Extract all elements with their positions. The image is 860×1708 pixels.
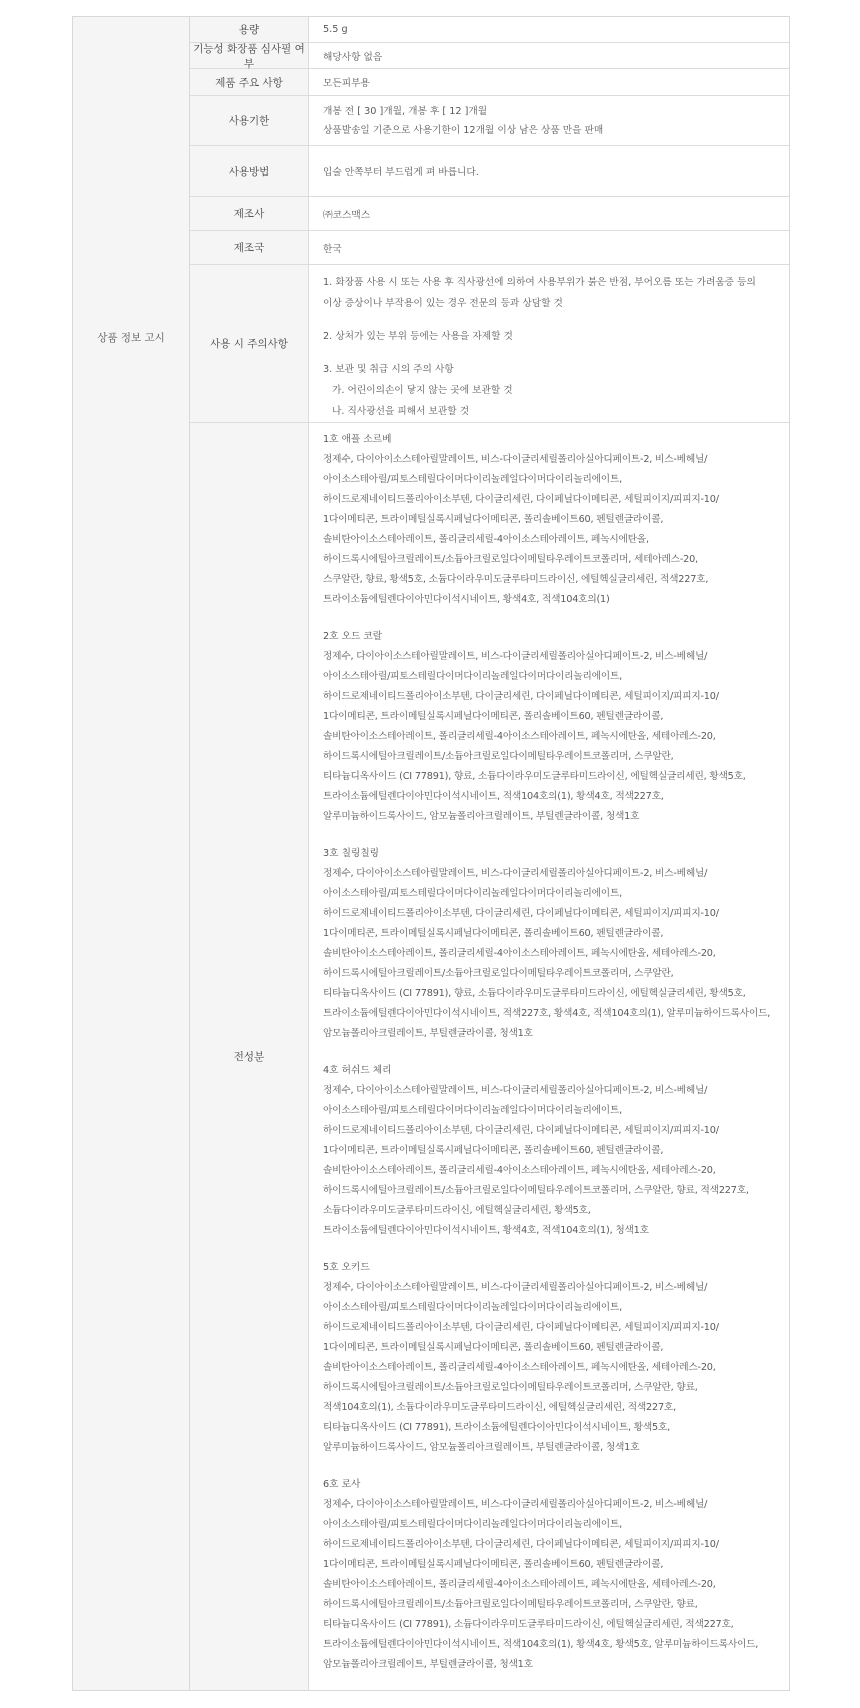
- ingredient-line: 아이소스테아릴/피토스테릴다이머다이리놀레일다이머다이리놀리에이트,: [323, 671, 623, 682]
- ingredient-line: 아이소스테아릴/피토스테릴다이머다이리놀레일다이머다이리놀리에이트,: [323, 1519, 623, 1530]
- expiry-line: 상품발송일 기준으로 사용기한이 12개월 이상 남은 상품 만을 판매: [323, 124, 604, 136]
- ingredient-line: 하이드록시에틸아크릴레이트/소듐아크릴로일다이메틸타우레이트코폴리머, 스쿠알란, 향료,: [323, 1382, 698, 1393]
- ingredient-line: 솔비탄아이소스테아레이트, 폴리글리세릴-4아이소스테아레이트, 페녹시에탄올, 세테아레스-20,: [323, 731, 716, 742]
- ingredient-shade-title: 6호 로사: [323, 1479, 361, 1490]
- expiry-line: 개봉 전 [ 30 ]개월, 개봉 후 [ 12 ]개월: [323, 105, 488, 117]
- ingredient-block: [323, 1258, 789, 1458]
- ingredient-line: 정제수, 다이아이소스테아릴말레이트, 비스-다이글리세릴폴리아실아디페이트-2, 비스-베헤닐/: [323, 454, 708, 465]
- ingredient-line: 트라이소듐에틸렌다이아민다이석시네이트, 적색104호의(1), 황색4호, 황색5호, 알루미늄하이드록사이드,: [323, 1639, 759, 1650]
- ingredient-line: 솔비탄아이소스테아레이트, 폴리글리세릴-4아이소스테아레이트, 페녹시에탄올, 세테아레스-20,: [323, 948, 716, 959]
- row-ingredients: [190, 423, 789, 1690]
- ingredient-line: 솔비탄아이소스테아레이트, 폴리글리세릴-4아이소스테아레이트, 페녹시에탄올,: [323, 534, 649, 545]
- ingredient-line: 트라이소듐에틸렌다이아민다이석시네이트, 적색227호, 황색4호, 적색104호의(1), 알루미늄하이드록사이드,: [323, 1008, 771, 1019]
- ingredient-line: 1다이메티콘, 트라이메틸실록시페닐다이메티콘, 폴리솔베이트60, 펜틸렌글라이콜,: [323, 1342, 664, 1353]
- ingredient-line: 1다이메티콘, 트라이메틸실록시페닐다이메티콘, 폴리솔베이트60, 펜틸렌글라이콜,: [323, 1145, 664, 1156]
- section-header-cell: [73, 17, 190, 1690]
- ingredient-line: 알루미늄하이드록사이드, 암모늄폴리아크릴레이트, 부틸렌글라이콜, 청색1호: [323, 811, 640, 822]
- ingredient-line: 솔비탄아이소스테아레이트, 폴리글리세릴-4아이소스테아레이트, 페녹시에탄올, 세테아레스-20,: [323, 1362, 716, 1373]
- row-functional: [190, 43, 789, 69]
- ingredient-shade-title: 4호 허쉬드 체리: [323, 1065, 392, 1076]
- row-label: 제조국: [190, 231, 309, 264]
- ingredient-shade-title: 3호 칠링칠링: [323, 848, 380, 859]
- functional-value: 해당사항 없음: [323, 51, 383, 63]
- ingredient-line: 티타늄디옥사이드 (CI 77891), 향료, 소듐다이라우미도글루타미드라이신, 에틸헥실글리세린, 황색5호,: [323, 771, 746, 782]
- ingredient-line: 하이드로제네이티드폴리아이소부텐, 다이글리세린, 다이페닐다이메티콘, 세틸피이지/피피지-10/: [323, 1322, 719, 1333]
- row-value: [309, 146, 789, 196]
- ingredient-shade-title: 1호 애플 소르베: [323, 434, 392, 445]
- row-value: [309, 43, 789, 68]
- row-label: 용량: [190, 17, 309, 42]
- ingredient-shade-title: 2호 오드 코랄: [323, 631, 383, 642]
- ingredient-line: 하이드록시에틸아크릴레이트/소듐아크릴로일다이메틸타우레이트코폴리머, 스쿠알란,: [323, 751, 674, 762]
- ingredient-block: [323, 1475, 789, 1675]
- ingredient-line: 하이드록시에틸아크릴레이트/소듐아크릴로일다이메틸타우레이트코폴리머, 스쿠알란,: [323, 968, 674, 979]
- row-value: [309, 231, 789, 264]
- ingredient-block: [323, 430, 789, 610]
- ingredient-line: 티타늄디옥사이드 (CI 77891), 향료, 소듐다이라우미도글루타미드라이신, 에틸헥실글리세린, 황색5호,: [323, 988, 746, 999]
- skin-type-value: 모든피부용: [323, 78, 370, 89]
- row-value: [309, 423, 789, 1690]
- ingredient-line: 하이드록시에틸아크릴레이트/소듐아크릴로일다이메틸타우레이트코폴리머, 스쿠알란, 향료, 적색227호,: [323, 1185, 749, 1196]
- caution-subline: 가. 어린이의손이 닿지 않는 곳에 보관할 것: [332, 385, 513, 396]
- ingredient-line: 트라이소듐에틸렌다이아민다이석시네이트, 적색104호의(1), 황색4호, 적색227호,: [323, 791, 664, 802]
- caution-line: 3. 보관 및 취급 시의 주의 사항: [323, 364, 454, 375]
- row-skin-type: [190, 69, 789, 96]
- ingredient-line: 스쿠알란, 향료, 황색5호, 소듐다이라우미도글루타미드라이신, 에틸헥실글리세린, 적색227호,: [323, 574, 709, 585]
- row-label: 전성분: [190, 423, 309, 1690]
- ingredient-line: 하이드로제네이티드폴리아이소부텐, 다이글리세린, 다이페닐다이메티콘, 세틸피이지/피피지-10/: [323, 1539, 719, 1550]
- caution-line: 2. 상처가 있는 부위 등에는 사용을 자제할 것: [323, 331, 513, 342]
- ingredient-line: 정제수, 다이아이소스테아릴말레이트, 비스-다이글리세릴폴리아실아디페이트-2, 비스-베헤닐/: [323, 651, 708, 662]
- ingredient-line: 티타늄디옥사이드 (CI 77891), 소듐다이라우미도글루타미드라이신, 에틸헥실글리세린, 적색227호,: [323, 1619, 734, 1630]
- row-label: 사용 시 주의사항: [190, 265, 309, 422]
- ingredient-block: [323, 844, 789, 1044]
- ingredient-line: 정제수, 다이아이소스테아릴말레이트, 비스-다이글리세릴폴리아실아디페이트-2, 비스-베헤닐/: [323, 1499, 708, 1510]
- ingredient-line: 1다이메티콘, 트라이메틸실록시페닐다이메티콘, 폴리솔베이트60, 펜틸렌글라이콜,: [323, 514, 664, 525]
- row-usage: [190, 146, 789, 197]
- caution-line: 이상 증상이나 부작용이 있는 경우 전문의 등과 상담할 것: [323, 298, 563, 309]
- ingredient-line: 하이드록시에틸아크릴레이트/소듐아크릴로일다이메틸타우레이트코폴리머, 스쿠알란, 향료,: [323, 1599, 698, 1610]
- ingredient-line: 하이드로제네이티드폴리아이소부텐, 다이글리세린, 다이페닐다이메티콘, 세틸피이지/피피지-10/: [323, 494, 719, 505]
- row-label: 제조사: [190, 197, 309, 230]
- ingredient-line: 아이소스테아릴/피토스테릴다이머다이리놀레일다이머다이리놀리에이트,: [323, 1105, 623, 1116]
- ingredient-line: 적색104호의(1), 소듐다이라우미도글루타미드라이신, 에틸헥실글리세린, 적색227호,: [323, 1402, 676, 1413]
- caution-subline: 나. 직사광선을 피해서 보관할 것: [332, 406, 470, 417]
- row-manufacturer: [190, 197, 789, 231]
- ingredient-line: 하이드로제네이티드폴리아이소부텐, 다이글리세린, 다이페닐다이메티콘, 세틸피이지/피피지-10/: [323, 691, 719, 702]
- ingredient-block: [323, 627, 789, 827]
- row-value: [309, 197, 789, 230]
- row-value: [309, 265, 789, 422]
- row-label: 제품 주요 사항: [190, 69, 309, 95]
- manufacturer-value: ㈜코스맥스: [323, 209, 371, 221]
- ingredient-line: 1다이메티콘, 트라이메틸실록시페닐다이메티콘, 폴리솔베이트60, 펜틸렌글라이콜,: [323, 928, 664, 939]
- usage-value: 입술 안쪽부터 부드럽게 펴 바릅니다.: [323, 167, 479, 178]
- ingredient-line: 하이드록시에틸아크릴레이트/소듐아크릴로일다이메틸타우레이트코폴리머, 세테아레스-20,: [323, 554, 698, 565]
- ingredient-line: 정제수, 다이아이소스테아릴말레이트, 비스-다이글리세릴폴리아실아디페이트-2, 비스-베헤닐/: [323, 1085, 708, 1096]
- ingredient-line: 정제수, 다이아이소스테아릴말레이트, 비스-다이글리세릴폴리아실아디페이트-2, 비스-베헤닐/: [323, 868, 708, 879]
- ingredient-line: 하이드로제네이티드폴리아이소부텐, 다이글리세린, 다이페닐다이메티콘, 세틸피이지/피피지-10/: [323, 908, 719, 919]
- row-caution: [190, 265, 789, 423]
- row-value: [309, 17, 789, 42]
- row-label: 사용방법: [190, 146, 309, 196]
- ingredient-line: 아이소스테아릴/피토스테릴다이머다이리놀레일다이머다이리놀리에이트,: [323, 888, 623, 899]
- product-info-table: [72, 16, 790, 1691]
- ingredient-line: 아이소스테아릴/피토스테릴다이머다이리놀레일다이머다이리놀리에이트,: [323, 474, 623, 485]
- caution-line: 1. 화장품 사용 시 또는 사용 후 직사광선에 의하여 사용부위가 붉은 반점, 부어오름 또는 가려움증 등의: [323, 277, 756, 288]
- volume-value: 5.5 g: [323, 24, 348, 35]
- ingredient-line: 소듐다이라우미도글루타미드라이신, 에틸헥실글리세린, 황색5호,: [323, 1205, 591, 1216]
- ingredient-line: 1다이메티콘, 트라이메틸실록시페닐다이메티콘, 폴리솔베이트60, 펜틸렌글라이콜,: [323, 711, 664, 722]
- ingredient-line: 정제수, 다이아이소스테아릴말레이트, 비스-다이글리세릴폴리아실아디페이트-2, 비스-베헤닐/: [323, 1282, 708, 1293]
- row-value: [309, 69, 789, 95]
- row-value: [309, 96, 789, 145]
- section-label: 상품 정보 고시: [97, 332, 165, 344]
- ingredient-line: 알루미늄하이드록사이드, 암모늄폴리아크릴레이트, 부틸렌글라이콜, 청색1호: [323, 1442, 640, 1453]
- row-volume: [190, 17, 789, 43]
- ingredient-line: 트라이소듐에틸렌다이아민다이석시네이트, 황색4호, 적색104호의(1), 청색1호: [323, 1225, 649, 1236]
- row-label: 기능성 화장품 심사필 여부: [190, 43, 309, 68]
- ingredient-line: 하이드로제네이티드폴리아이소부텐, 다이글리세린, 다이페닐다이메티콘, 세틸피이지/피피지-10/: [323, 1125, 719, 1136]
- ingredient-line: 솔비탄아이소스테아레이트, 폴리글리세릴-4아이소스테아레이트, 페녹시에탄올, 세테아레스-20,: [323, 1165, 716, 1176]
- country-value: 한국: [323, 243, 342, 255]
- row-expiry: [190, 96, 789, 146]
- ingredient-line: 티타늄디옥사이드 (CI 77891), 트라이소듐에틸렌다이아민다이석시네이트, 황색5호,: [323, 1422, 671, 1433]
- ingredient-line: 아이소스테아릴/피토스테릴다이머다이리놀레일다이머다이리놀리에이트,: [323, 1302, 623, 1313]
- row-country: [190, 231, 789, 265]
- ingredient-line: 암모늄폴리아크릴레이트, 부틸렌글라이콜, 청색1호: [323, 1659, 533, 1670]
- ingredient-line: 1다이메티콘, 트라이메틸실록시페닐다이메티콘, 폴리솔베이트60, 펜틸렌글라이콜,: [323, 1559, 664, 1570]
- ingredient-line: 트라이소듐에틸렌다이아민다이석시네이트, 황색4호, 적색104호의(1): [323, 594, 610, 605]
- ingredient-block: [323, 1061, 789, 1241]
- ingredient-shade-title: 5호 오키드: [323, 1262, 370, 1273]
- ingredient-line: 암모늄폴리아크릴레이트, 부틸렌글라이콜, 청색1호: [323, 1028, 533, 1039]
- ingredient-line: 솔비탄아이소스테아레이트, 폴리글리세릴-4아이소스테아레이트, 페녹시에탄올, 세테아레스-20,: [323, 1579, 716, 1590]
- row-label: 사용기한: [190, 96, 309, 145]
